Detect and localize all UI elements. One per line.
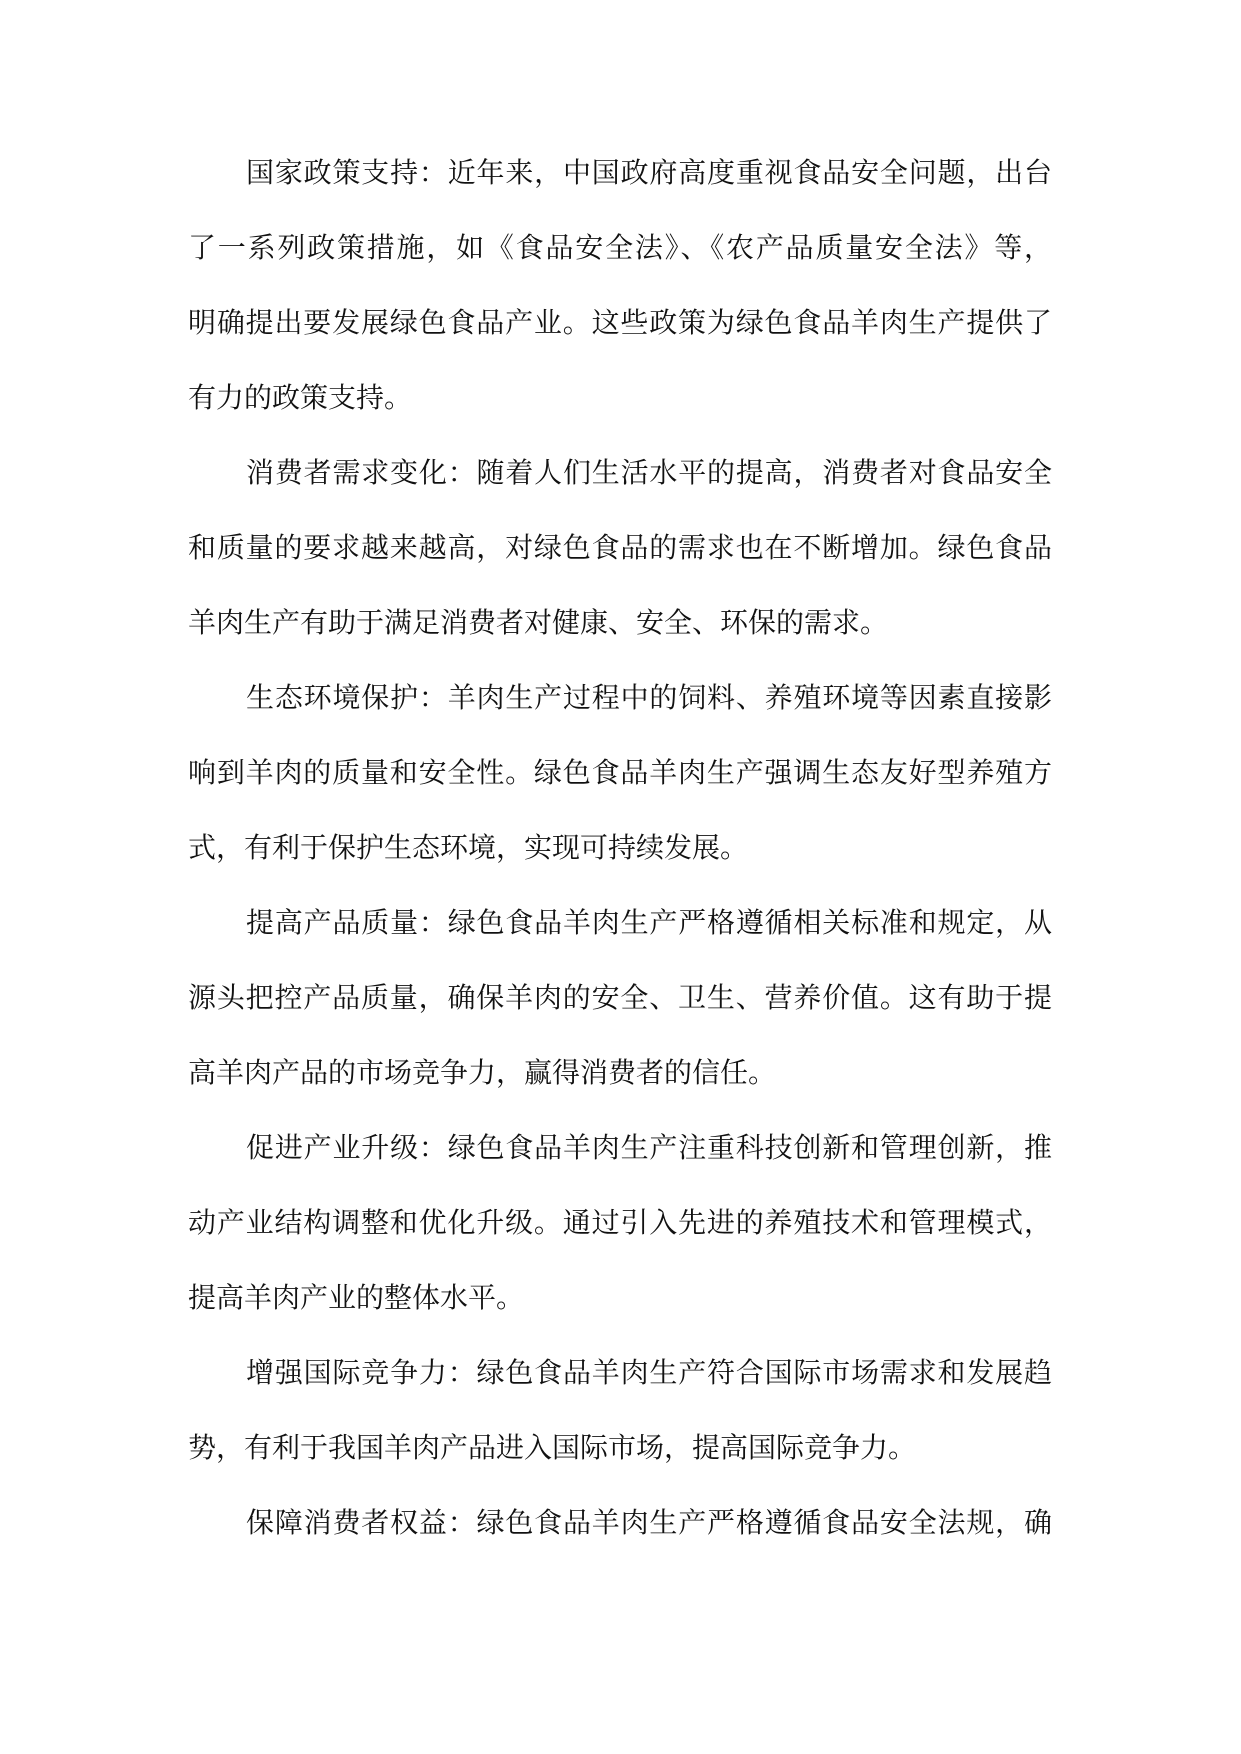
paragraph-ecology [188, 660, 1052, 885]
paragraph-line: 羊肉生产有助于满足消费者对健康、安全、环保的需求。 [188, 606, 889, 639]
paragraph-line: 明确提出要发展绿色食品产业。这些政策为绿色食品羊肉生产提供了 [188, 306, 1052, 339]
paragraph-line: 消费者需求变化：随着人们生活水平的提高，消费者对食品安全 [246, 456, 1052, 489]
document-body [188, 135, 1052, 1560]
paragraph-line: 提高产品质量：绿色食品羊肉生产严格遵循相关标准和规定，从 [246, 906, 1052, 939]
paragraph-product-quality [188, 885, 1052, 1110]
paragraph-national-policy [188, 135, 1052, 435]
paragraph-consumer-demand [188, 435, 1052, 660]
paragraph-line: 促进产业升级：绿色食品羊肉生产注重科技创新和管理创新，推 [246, 1131, 1052, 1164]
paragraph-line: 源头把控产品质量，确保羊肉的安全、卫生、营养价值。这有助于提 [188, 981, 1052, 1014]
paragraph-line: 势，有利于我国羊肉产品进入国际市场，提高国际竞争力。 [188, 1431, 917, 1464]
paragraph-line: 和质量的要求越来越高，对绿色食品的需求也在不断增加。绿色食品 [188, 531, 1052, 564]
paragraph-line: 保障消费者权益：绿色食品羊肉生产严格遵循食品安全法规，确 [246, 1506, 1052, 1539]
paragraph-line: 动产业结构调整和优化升级。通过引入先进的养殖技术和管理模式， [188, 1206, 1052, 1239]
paragraph-line: 响到羊肉的质量和安全性。绿色食品羊肉生产强调生态友好型养殖方 [188, 756, 1052, 789]
paragraph-line: 了一系列政策措施，如《食品安全法》、《农产品质量安全法》等， [188, 231, 1052, 264]
paragraph-line: 增强国际竞争力：绿色食品羊肉生产符合国际市场需求和发展趋 [246, 1356, 1052, 1389]
paragraph-line: 高羊肉产品的市场竞争力，赢得消费者的信任。 [188, 1056, 777, 1089]
paragraph-line: 生态环境保护：羊肉生产过程中的饲料、养殖环境等因素直接影 [246, 681, 1052, 714]
paragraph-consumer-rights [188, 1485, 1052, 1560]
paragraph-international-competitiveness [188, 1335, 1052, 1485]
paragraph-line: 国家政策支持：近年来，中国政府高度重视食品安全问题，出台 [246, 156, 1052, 189]
paragraph-line: 有力的政策支持。 [188, 381, 413, 414]
paragraph-industry-upgrade [188, 1110, 1052, 1335]
paragraph-line: 提高羊肉产业的整体水平。 [188, 1281, 525, 1314]
paragraph-line: 式，有利于保护生态环境，实现可持续发展。 [188, 831, 749, 864]
